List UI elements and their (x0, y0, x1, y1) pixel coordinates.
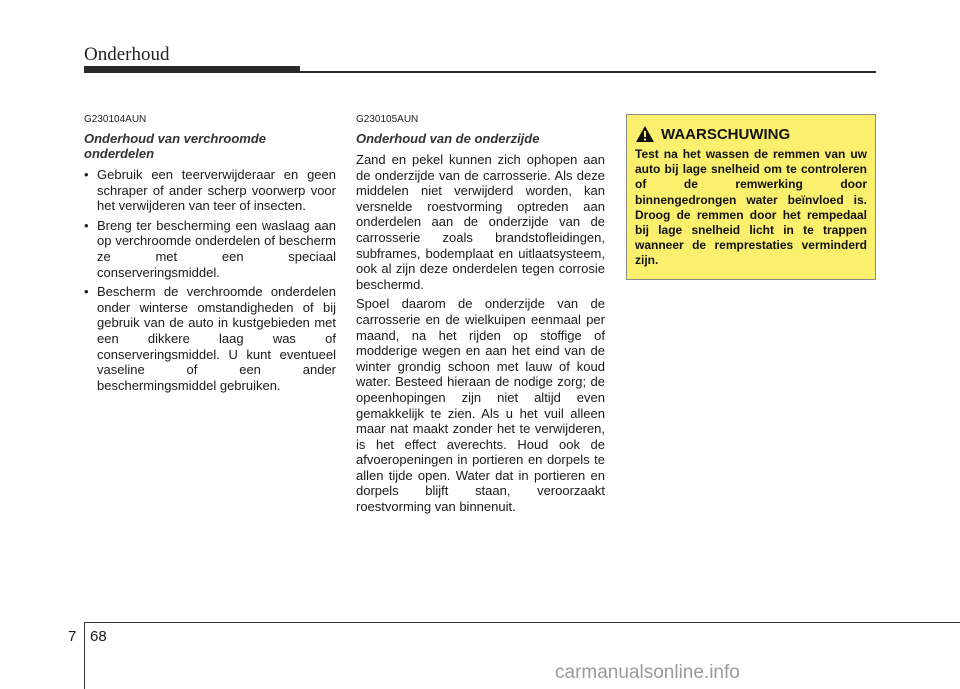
middle-column (356, 114, 605, 519)
bullet-icon: • (84, 284, 89, 300)
warning-header (635, 125, 867, 143)
bullet-icon: • (84, 167, 89, 182)
header-bar-thin (300, 71, 876, 73)
section-title: Onderhoud van verchroomde onderdelen (84, 131, 267, 161)
warning-title: WAARSCHUWING (661, 125, 791, 143)
list-item (84, 284, 336, 393)
header-title: Onderhoud (84, 44, 170, 65)
bullet-icon: • (84, 217, 89, 233)
list-item-text: Breng ter bescherming een waslaag aan op verchroomde onderdelen of bescherm ze met een speciaal conserveringsmiddel. (97, 217, 336, 280)
list-item (84, 218, 336, 280)
warning-text: Test na het wassen de remmen van uw auto bij lage snelheid om te controleren of de remwerking door binnengedrongen water beïnvloed is. Droog de remmen door het rempedaal bij lage snelheid licht in te trappen wanneer de remprestaties verminderd zijn. (635, 147, 867, 268)
warning-box (626, 114, 876, 280)
paragraph: Spoel daarom de onderzijde van de carrosserie en de wielkuipen eenmaal per maand, na het rijden op stoffige of modderige wegen en aan het eind van de winter grondig schoon met lauw of koud water. Besteed hieraan de nodige zorg; de opeenhopingen zijn niet altijd even gemakkelijk te zien. Als u het vuil alleen maar nat maakt zonder het te verwijderen, is het effect averechts. Houd ook de afvoeropeningen in portieren en dorpels te allen tijde open. Water dat in portieren en dorpels blijft staan, veroorzaakt roestvorming van binnenuit. (356, 296, 605, 515)
chapter-number: 7 (68, 628, 77, 645)
warning-triangle-icon (635, 125, 655, 143)
page-number: 68 (90, 628, 107, 645)
section-code: G230105AUN (356, 114, 419, 125)
list-item-text: Bescherm de verchroomde onderdelen onder winterse omstandigheden of bij gebruik van de auto in kustgebieden met een dikkere laag was of conserveringsmiddel. U kunt eventueel vaseline of een ander beschermingsmiddel gebruiken. (97, 284, 336, 393)
watermark: carmanualsonline.info (555, 662, 740, 683)
bullet-list (84, 167, 336, 393)
list-item-text: Gebruik een teerverwijderaar en geen schraper of ander scherp voorwerp voor het verwijderen van teer of insecten. (97, 167, 336, 214)
footer-rule (84, 622, 960, 623)
list-item (84, 167, 336, 214)
paragraph: Zand en pekel kunnen zich ophopen aan de onderzijde van de carrosserie. Als deze middelen niet verwijderd worden, kan versnelde roestvorming optreden aan onderdelen aan de onderzijde van de carrosserie zoals brandstofleidingen, subframes, bodemplaat en uitlaatsysteem, ook al zijn deze onderdelen tegen corrosie beschermd. (356, 152, 605, 292)
header-bar-thick (84, 66, 300, 73)
section-title: Onderhoud van de onderzijde (356, 131, 540, 146)
footer-divider (84, 622, 85, 689)
left-column (84, 114, 336, 397)
section-code: G230104AUN (84, 114, 147, 125)
